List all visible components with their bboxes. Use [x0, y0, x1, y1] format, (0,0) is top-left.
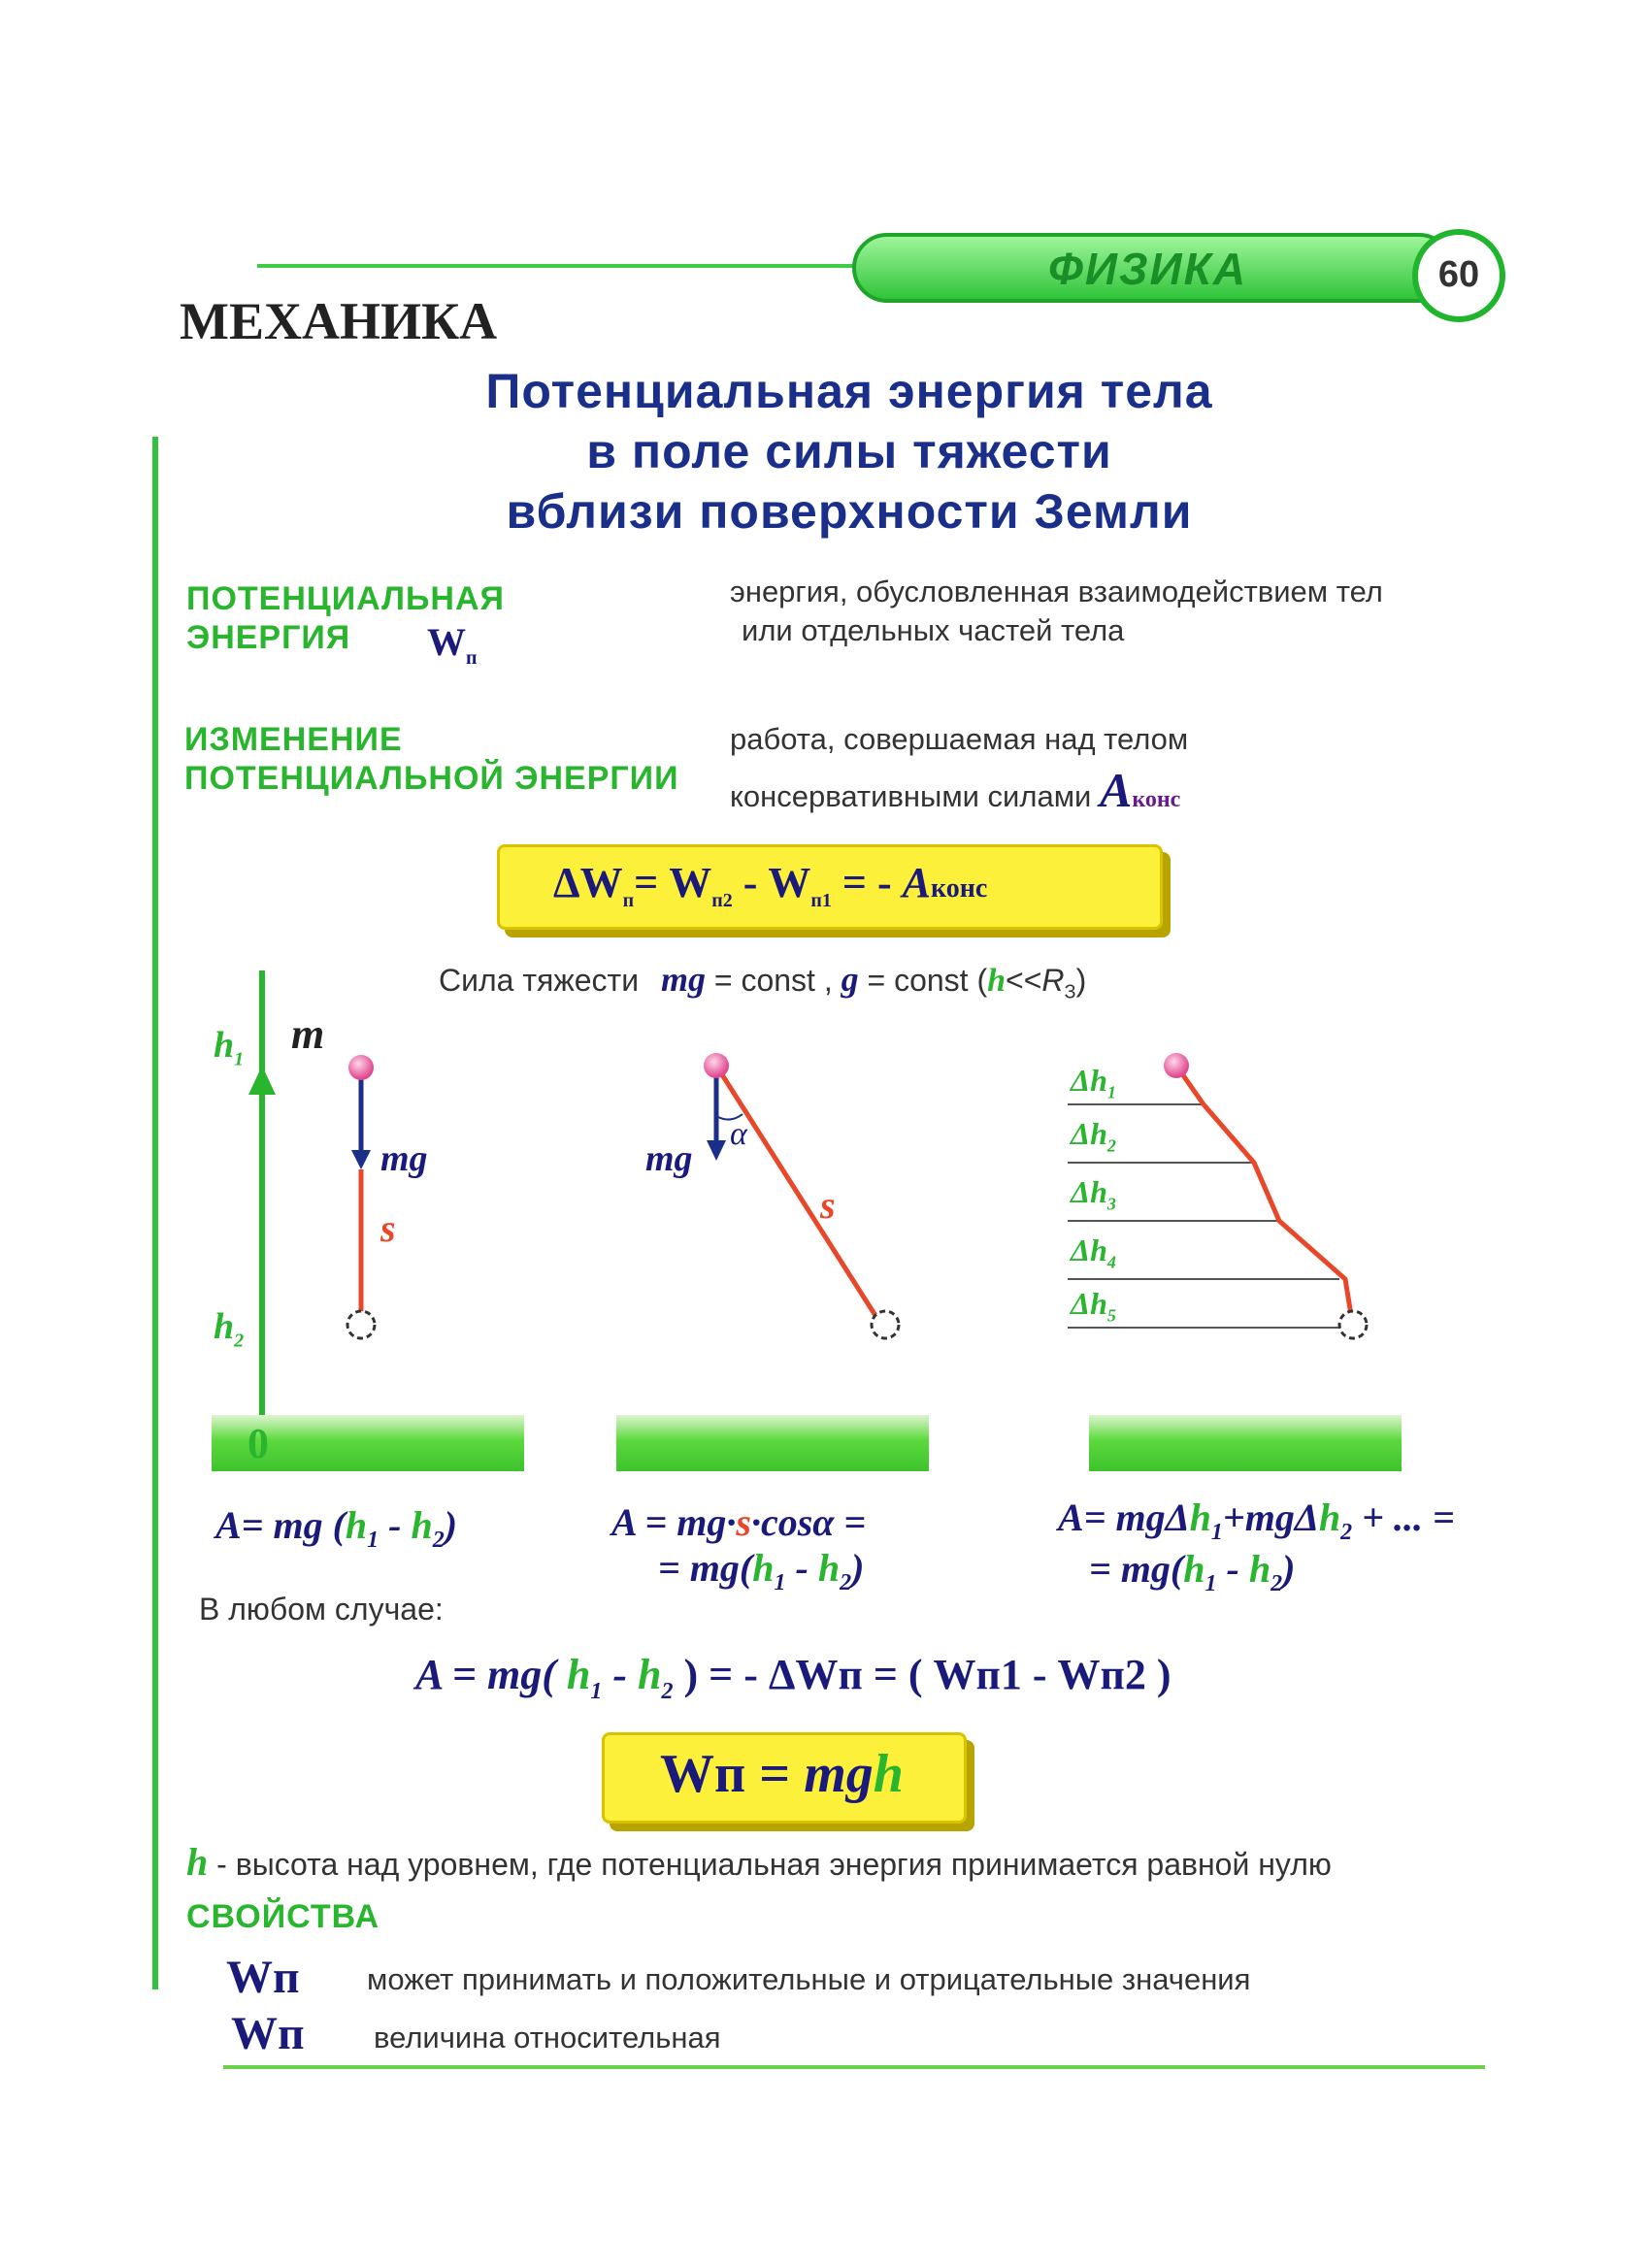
- page-number: 60: [1437, 254, 1480, 295]
- label-zero: 0: [248, 1420, 269, 1467]
- label-s-2: s: [820, 1183, 836, 1227]
- property-text: может принимать и положительные и отрицательные значения: [367, 1962, 1251, 1996]
- label-dh1: $\Delta h_1$: [1071, 1063, 1116, 1102]
- potential-energy-symbol: $W_п$: [427, 620, 478, 669]
- formula-work-1: A= mg $(h_1 - h_2)$: [215, 1503, 458, 1553]
- path-s-incline: [716, 1066, 881, 1325]
- property-symbol: Wп: [226, 1952, 300, 2003]
- section-title: МЕХАНИКА: [180, 292, 498, 350]
- label-dh5: $\Delta h_5$: [1071, 1286, 1116, 1326]
- h-note: h - высота над уровнем, где потенциальная энергия принимается равной нулю: [186, 1840, 1332, 1884]
- ground-strip: [1089, 1415, 1402, 1471]
- bottom-line: [223, 2065, 1485, 2069]
- main-title: [291, 361, 1407, 542]
- label-m: m: [291, 1010, 325, 1058]
- ball-start-2: [704, 1053, 729, 1078]
- mg-arrowhead-2: [707, 1140, 726, 1161]
- broken-path: [1176, 1066, 1351, 1315]
- definition-text: энергия, обусловленная взаимодействием тел или отдельных частей тела: [730, 575, 1383, 647]
- formula-work-2: A = mg·s·cosα = = $mg(h_1 - h_2)$: [611, 1500, 867, 1595]
- properties-label: СВОЙСТВА: [186, 1898, 380, 1935]
- diagram-incline: [704, 1053, 899, 1338]
- label-s-1: s: [380, 1206, 396, 1250]
- label-mg-2: mg: [645, 1138, 693, 1179]
- label-mg-1: mg: [380, 1138, 428, 1179]
- definition-label: ПОТЕНЦИАЛЬНАЯ ЭНЕРГИЯ: [186, 580, 505, 656]
- label-h1: $h_1$: [214, 1025, 245, 1070]
- height-axis-arrow: [248, 1066, 276, 1095]
- formula-work-3: A= mgΔh$_1$+mgΔh$_2$ + ... = = $mg(h_1 - h_2)$: [1058, 1496, 1455, 1596]
- header-line: [257, 264, 859, 268]
- label-dh2: $\Delta h_2$: [1071, 1116, 1116, 1156]
- any-case-label: В любом случае:: [199, 1592, 444, 1627]
- property-text: величина относительная: [374, 2021, 721, 2054]
- subject-title: ФИЗИКА: [1048, 244, 1248, 294]
- label-dh4: $\Delta h_4$: [1071, 1233, 1116, 1272]
- mg-arrowhead: [351, 1150, 371, 1169]
- label-h2: $h_2$: [214, 1306, 245, 1352]
- title-line: вблизи поверхности Земли: [506, 484, 1193, 539]
- label-alpha: α: [730, 1116, 747, 1152]
- title-line: в поле силы тяжести: [586, 424, 1112, 478]
- title-line: Потенциальная энергия тела: [485, 364, 1213, 418]
- ball-end: [347, 1311, 375, 1338]
- formula-final: Wп = mgh: [660, 1744, 904, 1804]
- definition-text: работа, совершаемая над телом консервативными силами Aконс: [730, 722, 1189, 817]
- ball-end-3: [1339, 1311, 1367, 1338]
- ball-end-2: [872, 1311, 899, 1338]
- formula-delta-w: $\Delta W_п= W_{п2} - W_{п1}$ = - Aконс: [553, 859, 988, 911]
- formula-general: A = mg( $h_1 - h_2$ ) = - ΔWп = ( Wп1 - Wп2 ): [415, 1651, 1172, 1704]
- property-symbol: Wп: [231, 2008, 305, 2059]
- label-dh3: $\Delta h_3$: [1071, 1174, 1116, 1214]
- gravity-note: Сила тяжести mg = const , g = const $(h<<R_З)$: [439, 960, 1087, 1003]
- ground-strip: [616, 1415, 929, 1471]
- ball-start: [348, 1055, 374, 1080]
- definition-label: ИЗМЕНЕНИЕ ПОТЕНЦИАЛЬНОЙ ЭНЕРГИИ: [184, 721, 679, 797]
- ball-start-3: [1164, 1053, 1189, 1078]
